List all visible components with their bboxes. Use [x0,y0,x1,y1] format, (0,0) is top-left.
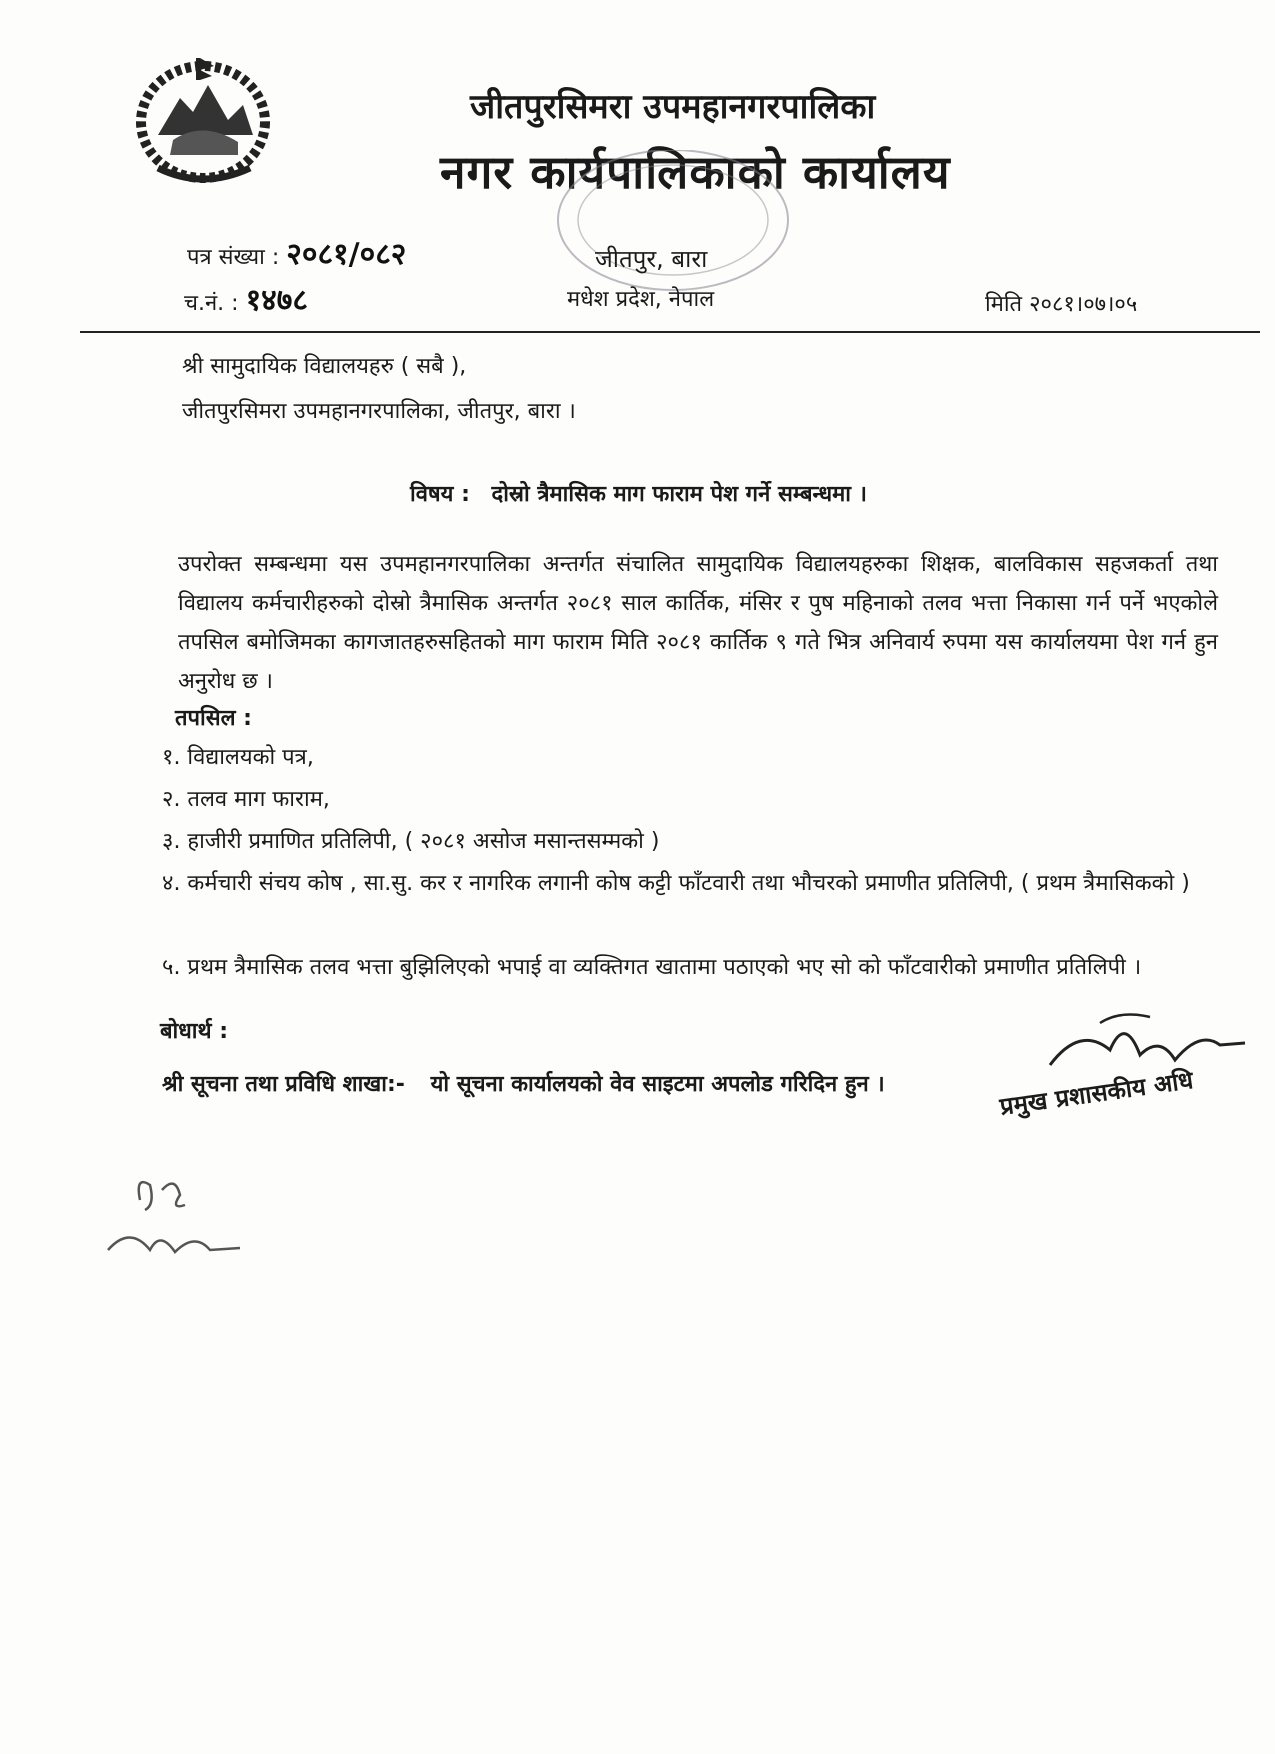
patra-sankhya [187,232,406,273]
bodhartha-line [162,1068,903,1098]
header-rule [80,331,1260,333]
nepal-emblem-icon [118,50,288,190]
list-item: २. तलव माग फाराम, [162,787,330,812]
bodhartha-heading: बोधार्थ : [160,1019,229,1044]
bodhartha-recipient: श्री सूचना तथा प्रविधि शाखा:- [162,1072,405,1097]
location: जीतपुर, बारा [595,245,708,273]
office-stamp [548,150,798,300]
list-item: ५. प्रथम त्रैमासिक तलव भत्ता बुझिलिएको भपाई वा व्यक्तिगत खातामा पठाएको भए सो को फाँटवारीको प्रमाणीत प्रतिलिपी । [162,955,1142,980]
handwritten-note [100,1170,260,1280]
list-item: १. विद्यालयको पत्र, [162,745,314,770]
tapasil-heading: तपसिल : [175,706,252,731]
recipient-line-2: जीतपुरसिमरा उपमहानगरपालिका, जीतपुर, बारा । [182,399,576,424]
date-value: २०८१।०७।०५ [1029,292,1138,317]
list-item: ३. हाजीरी प्रमाणित प्रतिलिपी, ( २०८१ असोज मसान्तसम्मको ) [162,829,660,854]
bodhartha-text: यो सूचना कार्यालयको वेव साइटमा अपलोड गरिदिन हुन । [430,1072,885,1097]
chalani-number [184,278,308,319]
subject-label: विषय : [410,482,470,507]
letter-date [985,288,1137,318]
chalani-label: च.नं. : [184,291,239,316]
signatory-stamp: प्रमुख प्रशासकीय अधि [998,1066,1195,1121]
patra-value: २०८१/०८२ [286,237,407,272]
chalani-value: १४७८ [245,283,308,318]
recipient-line-1: श्री सामुदायिक विद्यालयहरु ( सबै ), [182,354,467,379]
office-title: नगर कार्यपालिकाको कार्यालय [440,145,951,199]
province: मधेश प्रदेश, नेपाल [567,287,715,312]
subject-text: दोस्रो त्रैमासिक माग फाराम पेश गर्ने सम्बन्धमा । [491,482,868,507]
patra-label: पत्र संख्या : [187,245,280,270]
office-name: जीतपुरसिमरा उपमहानगरपालिका [470,87,876,127]
list-item: ४. कर्मचारी संचय कोष , सा.सु. कर र नागरिक लगानी कोष कट्टी फाँटवारी तथा भौचरको प्रमाणीत प्रतिलिपी, ( प्रथम त्रैमासिकको ) [162,871,1190,896]
date-label: मिति [985,292,1023,317]
body-paragraph: उपरोक्त सम्बन्धमा यस उपमहानगरपालिका अन्तर्गत संचालित सामुदायिक विद्यालयहरुका शिक्षक, बालविकास सहजकर्ता तथा विद्यालय कर्मचारीहरुको दोस्रो त्रैमासिक अन्तर्गत २०८१ साल कार्तिक, मंसिर र पुष महिनाको तलव भत्ता निकासा गर्न पर्ने भएकोले तपसिल बमोजिमका कागजातहरुसहितको माग फाराम मिति २०८१ कार्तिक ९ गते भित्र अनिवार्य रुपमा यस कार्यालयमा पेश गर्न हुन अनुरोध छ । [178,552,1218,694]
subject [410,478,881,508]
